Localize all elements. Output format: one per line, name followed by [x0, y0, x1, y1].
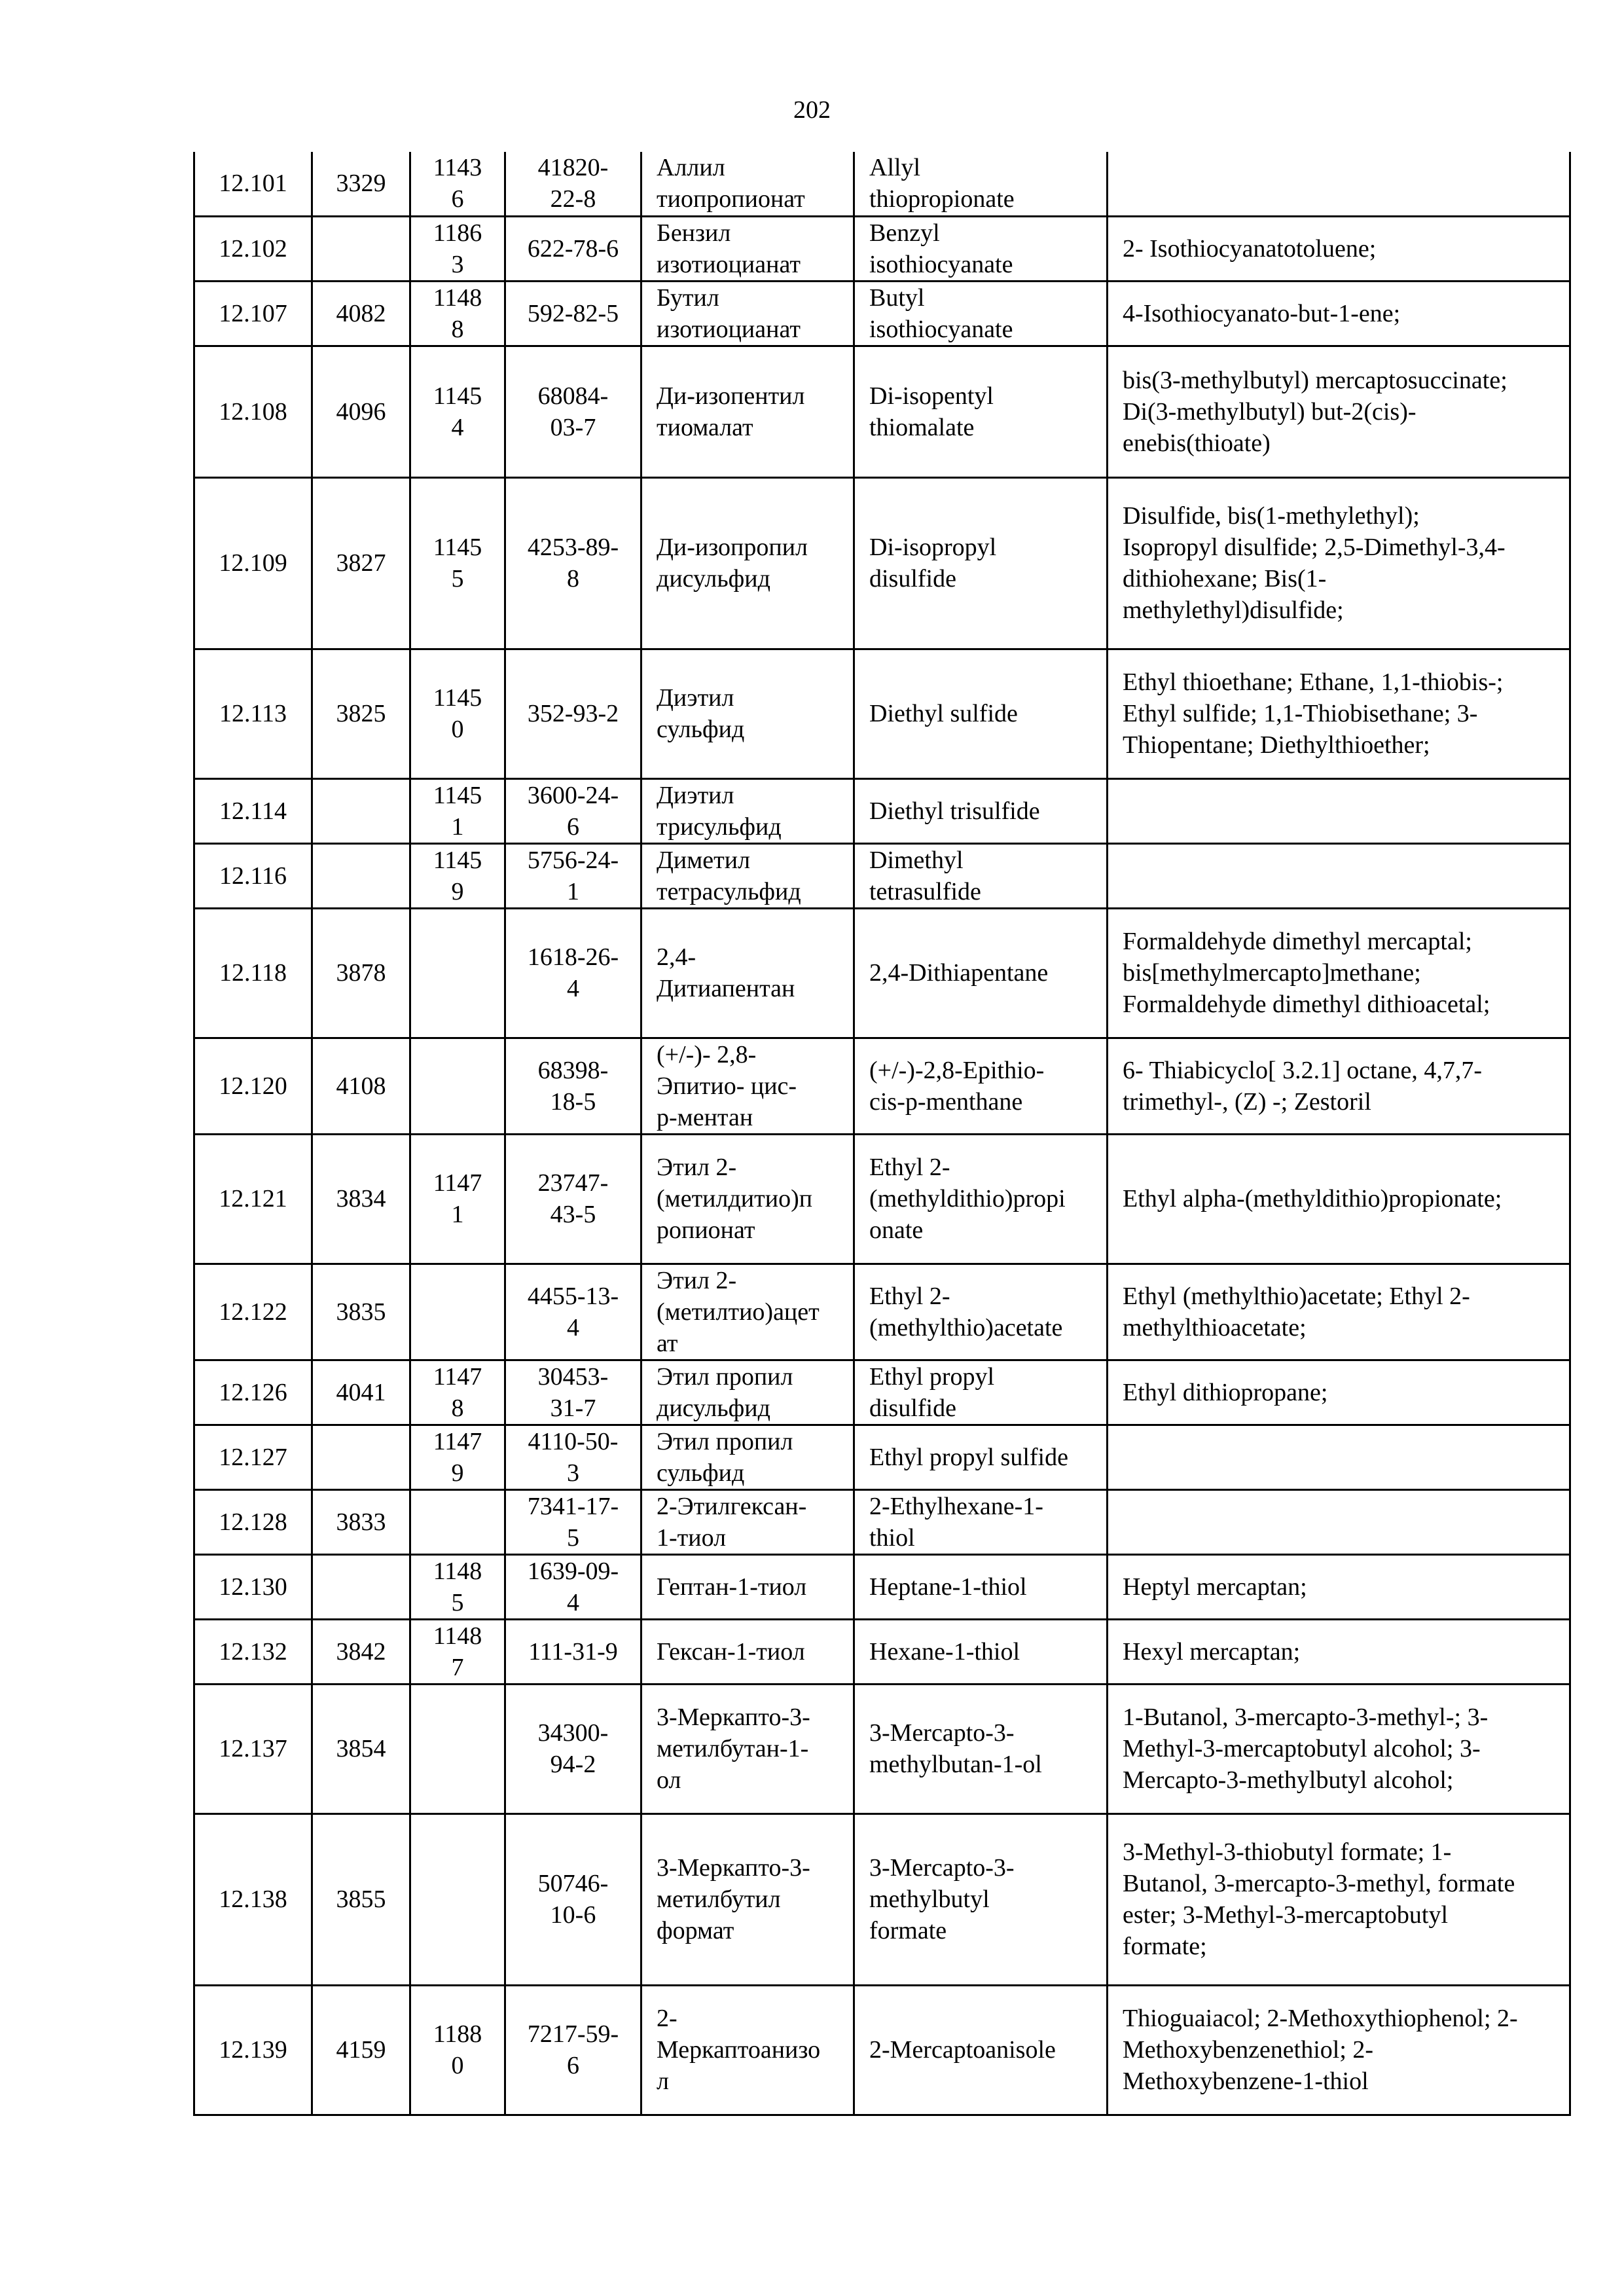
cell-cas-number: 30453- 31-7	[505, 1360, 641, 1425]
cell-fl-number	[410, 1264, 505, 1360]
cell-name-russian: 2-Этилгексан- 1-тиол	[641, 1489, 854, 1554]
cell-name-english: Hexane-1-thiol	[854, 1619, 1108, 1684]
cell-synonyms	[1108, 843, 1570, 908]
cell-jecfa-number: 3834	[312, 1134, 410, 1264]
cell-name-english: Ethyl 2- (methylthio)acetate	[854, 1264, 1108, 1360]
cell-name-english: 2-Ethylhexane-1- thiol	[854, 1489, 1108, 1554]
cell-name-russian: Аллил тиопропионат	[641, 152, 854, 216]
cell-cas-number: 41820- 22-8	[505, 152, 641, 216]
cell-jecfa-number: 3878	[312, 908, 410, 1038]
flavouring-substances-table	[193, 152, 1571, 2116]
cell-name-russian: Этил 2- (метилдитио)п ропионат	[641, 1134, 854, 1264]
table-row	[194, 1684, 1570, 1813]
cell-cas-number: 4110-50- 3	[505, 1425, 641, 1489]
cell-number: 12.118	[194, 908, 312, 1038]
cell-number: 12.138	[194, 1813, 312, 1985]
cell-fl-number	[410, 908, 505, 1038]
cell-synonyms: 3-Methyl-3-thiobutyl formate; 1- Butanol, 3-mercapto-3-methyl, formate ester; 3-Methyl-3-mercaptobutyl formate;	[1108, 1813, 1570, 1985]
cell-name-russian: Бензил изотиоцианат	[641, 216, 854, 281]
cell-synonyms: Heptyl mercaptan;	[1108, 1554, 1570, 1619]
cell-fl-number: 1148 5	[410, 1554, 505, 1619]
table-row	[194, 216, 1570, 281]
cell-cas-number: 3600-24- 6	[505, 778, 641, 843]
cell-fl-number: 1145 9	[410, 843, 505, 908]
cell-number: 12.121	[194, 1134, 312, 1264]
table-row	[194, 649, 1570, 778]
cell-synonyms: 6- Thiabicyclo[ 3.2.1] octane, 4,7,7- trimethyl-, (Z) -; Zestoril	[1108, 1038, 1570, 1134]
cell-cas-number: 34300- 94-2	[505, 1684, 641, 1813]
cell-synonyms	[1108, 778, 1570, 843]
table-row	[194, 1038, 1570, 1134]
cell-number: 12.113	[194, 649, 312, 778]
cell-number: 12.101	[194, 152, 312, 216]
cell-jecfa-number: 4096	[312, 346, 410, 477]
table-row	[194, 908, 1570, 1038]
cell-synonyms: 1-Butanol, 3-mercapto-3-methyl-; 3- Methyl-3-mercaptobutyl alcohol; 3- Mercapto-3-methylbutyl alcohol;	[1108, 1684, 1570, 1813]
cell-number: 12.114	[194, 778, 312, 843]
table-row	[194, 1985, 1570, 2115]
cell-name-russian: 3-Меркапто-3- метилбутил формат	[641, 1813, 854, 1985]
cell-synonyms: bis(3-methylbutyl) mercaptosuccinate; Di(3-methylbutyl) but-2(cis)- enebis(thioate)	[1108, 346, 1570, 477]
cell-name-russian: Диэтил сульфид	[641, 649, 854, 778]
cell-synonyms: 4-Isothiocyanato-but-1-ene;	[1108, 281, 1570, 346]
cell-number: 12.109	[194, 477, 312, 649]
cell-synonyms: Hexyl mercaptan;	[1108, 1619, 1570, 1684]
cell-fl-number: 1147 8	[410, 1360, 505, 1425]
cell-cas-number: 111-31-9	[505, 1619, 641, 1684]
cell-synonyms: Ethyl alpha-(methyldithio)propionate;	[1108, 1134, 1570, 1264]
cell-number: 12.122	[194, 1264, 312, 1360]
cell-name-russian: 3-Меркапто-3- метилбутан-1- ол	[641, 1684, 854, 1813]
cell-jecfa-number	[312, 843, 410, 908]
cell-name-english: Di-isopentyl thiomalate	[854, 346, 1108, 477]
cell-name-english: Diethyl trisulfide	[854, 778, 1108, 843]
cell-name-english: Diethyl sulfide	[854, 649, 1108, 778]
cell-fl-number	[410, 1489, 505, 1554]
cell-cas-number: 1639-09- 4	[505, 1554, 641, 1619]
table-row	[194, 1264, 1570, 1360]
cell-cas-number: 7341-17- 5	[505, 1489, 641, 1554]
cell-name-english: Ethyl propyl sulfide	[854, 1425, 1108, 1489]
cell-jecfa-number	[312, 1425, 410, 1489]
cell-number: 12.139	[194, 1985, 312, 2115]
cell-name-english: 3-Mercapto-3- methylbutan-1-ol	[854, 1684, 1108, 1813]
cell-synonyms: Ethyl (methylthio)acetate; Ethyl 2- methylthioacetate;	[1108, 1264, 1570, 1360]
cell-number: 12.108	[194, 346, 312, 477]
cell-name-russian: Этил 2- (метилтио)ацет ат	[641, 1264, 854, 1360]
cell-synonyms: Formaldehyde dimethyl mercaptal; bis[methylmercapto]methane; Formaldehyde dimethyl dithioacetal;	[1108, 908, 1570, 1038]
cell-jecfa-number: 3854	[312, 1684, 410, 1813]
cell-name-russian: Диметил тетрасульфид	[641, 843, 854, 908]
cell-cas-number: 622-78-6	[505, 216, 641, 281]
cell-cas-number: 50746- 10-6	[505, 1813, 641, 1985]
cell-synonyms: Thioguaiacol; 2-Methoxythiophenol; 2- Methoxybenzenethiol; 2- Methoxybenzene-1-thiol	[1108, 1985, 1570, 2115]
cell-jecfa-number: 3835	[312, 1264, 410, 1360]
cell-number: 12.127	[194, 1425, 312, 1489]
cell-name-english: 2,4-Dithiapentane	[854, 908, 1108, 1038]
cell-fl-number: 1147 1	[410, 1134, 505, 1264]
cell-fl-number: 1147 9	[410, 1425, 505, 1489]
table-row	[194, 1489, 1570, 1554]
cell-name-russian: Ди-изопентил тиомалат	[641, 346, 854, 477]
cell-name-english: Benzyl isothiocyanate	[854, 216, 1108, 281]
table-row	[194, 843, 1570, 908]
cell-name-english: (+/-)-2,8-Epithio- cis-p-menthane	[854, 1038, 1108, 1134]
table-row	[194, 152, 1570, 216]
cell-jecfa-number: 3842	[312, 1619, 410, 1684]
cell-jecfa-number	[312, 216, 410, 281]
cell-name-russian: Бутил изотиоцианат	[641, 281, 854, 346]
cell-fl-number: 1145 5	[410, 477, 505, 649]
cell-name-english: Dimethyl tetrasulfide	[854, 843, 1108, 908]
cell-cas-number: 1618-26- 4	[505, 908, 641, 1038]
cell-synonyms: 2- Isothiocyanatotoluene;	[1108, 216, 1570, 281]
cell-name-english: Butyl isothiocyanate	[854, 281, 1108, 346]
table-row	[194, 1360, 1570, 1425]
cell-number: 12.128	[194, 1489, 312, 1554]
table-row	[194, 1425, 1570, 1489]
cell-jecfa-number: 3833	[312, 1489, 410, 1554]
cell-cas-number: 352-93-2	[505, 649, 641, 778]
cell-number: 12.126	[194, 1360, 312, 1425]
cell-name-russian: Этил пропил дисульфид	[641, 1360, 854, 1425]
cell-jecfa-number: 3825	[312, 649, 410, 778]
cell-synonyms	[1108, 1489, 1570, 1554]
cell-fl-number	[410, 1813, 505, 1985]
cell-synonyms	[1108, 1425, 1570, 1489]
cell-jecfa-number: 4159	[312, 1985, 410, 2115]
cell-name-english: Ethyl propyl disulfide	[854, 1360, 1108, 1425]
cell-cas-number: 5756-24- 1	[505, 843, 641, 908]
cell-number: 12.130	[194, 1554, 312, 1619]
cell-cas-number: 68398- 18-5	[505, 1038, 641, 1134]
page-number: 202	[793, 96, 831, 124]
cell-name-english: Ethyl 2- (methyldithio)propi onate	[854, 1134, 1108, 1264]
cell-name-english: 2-Mercaptoanisole	[854, 1985, 1108, 2115]
cell-name-russian: Гептан-1-тиол	[641, 1554, 854, 1619]
cell-name-russian: 2,4- Дитиапентан	[641, 908, 854, 1038]
cell-synonyms: Ethyl thioethane; Ethane, 1,1-thiobis-; Ethyl sulfide; 1,1-Thiobisethane; 3- Thiopentane; Diethylthioether;	[1108, 649, 1570, 778]
cell-jecfa-number: 4108	[312, 1038, 410, 1134]
cell-cas-number: 68084- 03-7	[505, 346, 641, 477]
cell-jecfa-number: 3827	[312, 477, 410, 649]
cell-number: 12.116	[194, 843, 312, 908]
cell-number: 12.107	[194, 281, 312, 346]
table-row	[194, 346, 1570, 477]
cell-fl-number: 1186 3	[410, 216, 505, 281]
table-row	[194, 281, 1570, 346]
cell-cas-number: 592-82-5	[505, 281, 641, 346]
cell-number: 12.120	[194, 1038, 312, 1134]
table-row	[194, 1554, 1570, 1619]
cell-name-russian: Диэтил трисульфид	[641, 778, 854, 843]
cell-synonyms	[1108, 152, 1570, 216]
table-row	[194, 1619, 1570, 1684]
cell-cas-number: 4455-13- 4	[505, 1264, 641, 1360]
cell-fl-number: 1145 4	[410, 346, 505, 477]
cell-fl-number: 1145 0	[410, 649, 505, 778]
table-row	[194, 477, 1570, 649]
cell-name-russian: Этил пропил сульфид	[641, 1425, 854, 1489]
cell-fl-number	[410, 1038, 505, 1134]
table-row	[194, 1134, 1570, 1264]
cell-fl-number: 1188 0	[410, 1985, 505, 2115]
cell-jecfa-number: 3855	[312, 1813, 410, 1985]
cell-jecfa-number	[312, 778, 410, 843]
cell-jecfa-number: 4082	[312, 281, 410, 346]
cell-jecfa-number: 3329	[312, 152, 410, 216]
table-row	[194, 1813, 1570, 1985]
cell-jecfa-number	[312, 1554, 410, 1619]
cell-name-russian: (+/-)- 2,8- Эпитио- цис- р-ментан	[641, 1038, 854, 1134]
table-row	[194, 778, 1570, 843]
cell-fl-number: 1145 1	[410, 778, 505, 843]
cell-name-english: Allyl thiopropionate	[854, 152, 1108, 216]
cell-name-russian: Гексан-1-тиол	[641, 1619, 854, 1684]
cell-name-russian: 2- Меркаптоанизо л	[641, 1985, 854, 2115]
cell-name-english: 3-Mercapto-3- methylbutyl formate	[854, 1813, 1108, 1985]
cell-synonyms: Ethyl dithiopropane;	[1108, 1360, 1570, 1425]
cell-jecfa-number: 4041	[312, 1360, 410, 1425]
cell-name-russian: Ди-изопропил дисульфид	[641, 477, 854, 649]
cell-cas-number: 7217-59- 6	[505, 1985, 641, 2115]
cell-number: 12.137	[194, 1684, 312, 1813]
cell-synonyms: Disulfide, bis(1-methylethyl); Isopropyl disulfide; 2,5-Dimethyl-3,4- dithiohexane; Bis(1- methylethyl)disulfide;	[1108, 477, 1570, 649]
cell-fl-number: 1148 7	[410, 1619, 505, 1684]
cell-fl-number	[410, 1684, 505, 1813]
cell-fl-number: 1143 6	[410, 152, 505, 216]
cell-cas-number: 4253-89- 8	[505, 477, 641, 649]
cell-number: 12.132	[194, 1619, 312, 1684]
cell-name-english: Di-isopropyl disulfide	[854, 477, 1108, 649]
cell-fl-number: 1148 8	[410, 281, 505, 346]
cell-name-english: Heptane-1-thiol	[854, 1554, 1108, 1619]
cell-number: 12.102	[194, 216, 312, 281]
cell-cas-number: 23747- 43-5	[505, 1134, 641, 1264]
